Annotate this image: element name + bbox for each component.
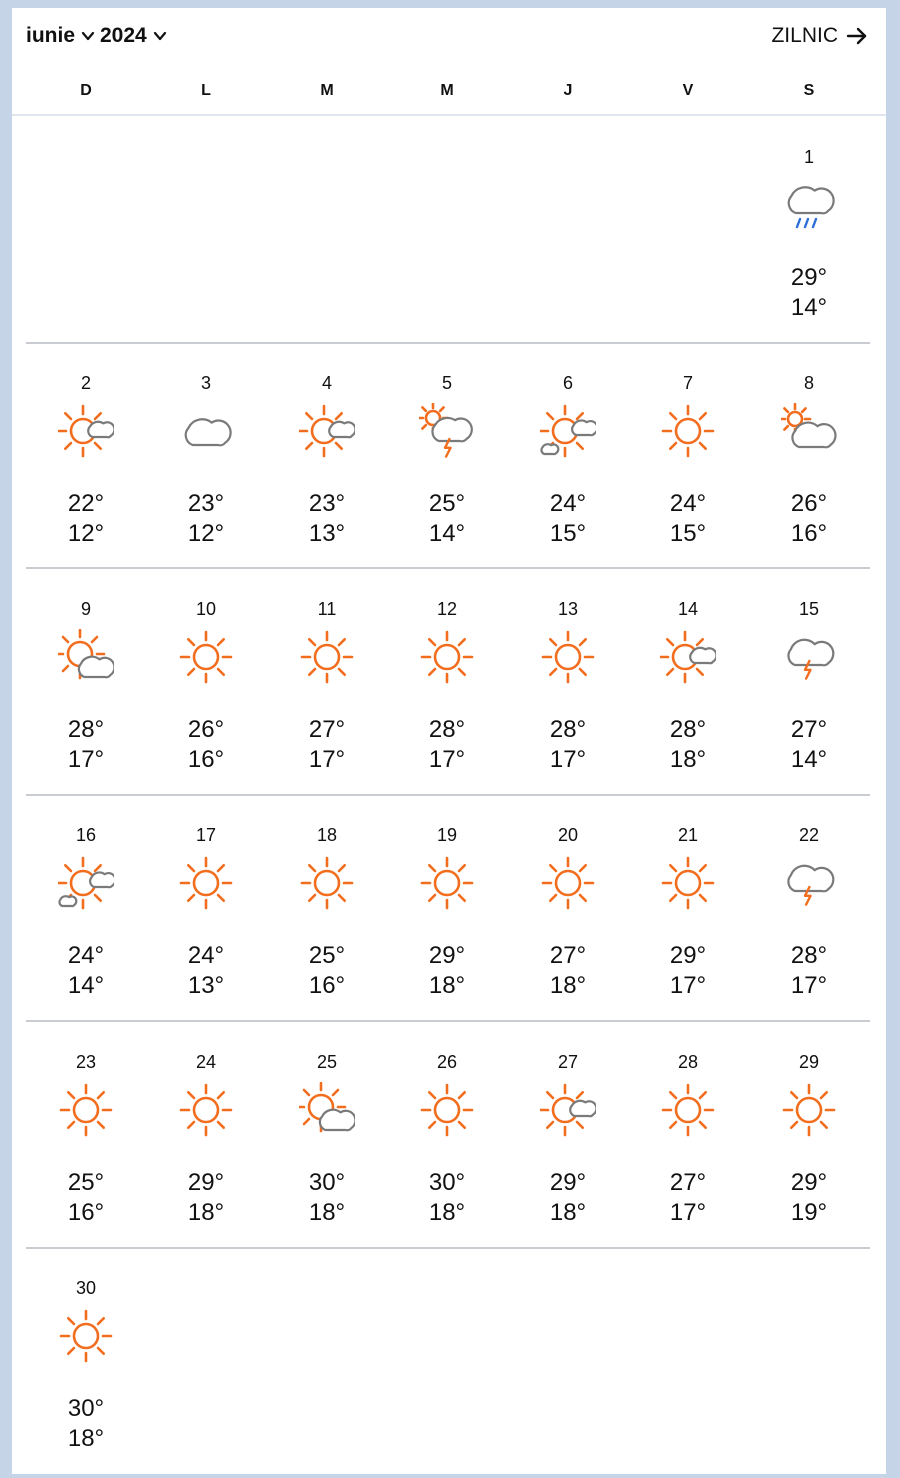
min-temperature: 18° bbox=[549, 972, 587, 999]
day-number: 13 bbox=[557, 599, 579, 619]
year-label: 2024 bbox=[100, 24, 147, 47]
day-number: 18 bbox=[316, 825, 338, 845]
chevron-down-icon bbox=[81, 29, 95, 43]
day-number: 23 bbox=[75, 1052, 97, 1072]
max-temperature: 29° bbox=[187, 1169, 225, 1196]
min-temperature: 16° bbox=[308, 972, 346, 999]
day-cell-24[interactable] bbox=[146, 1052, 266, 1232]
min-temperature: 17° bbox=[549, 746, 587, 773]
max-temperature: 25° bbox=[67, 1169, 105, 1196]
weekday-label: S bbox=[803, 82, 815, 99]
daily-view-button[interactable] bbox=[771, 24, 868, 48]
day-number: 7 bbox=[682, 373, 693, 393]
min-temperature: 17° bbox=[308, 746, 346, 773]
max-temperature: 29° bbox=[790, 1169, 828, 1196]
max-temperature: 24° bbox=[669, 490, 707, 517]
day-cell-28[interactable] bbox=[628, 1052, 748, 1232]
day-cell-21[interactable] bbox=[628, 825, 748, 1005]
day-cell-3[interactable] bbox=[146, 373, 266, 553]
sun-cloud-icon bbox=[540, 1082, 596, 1138]
max-temperature: 28° bbox=[428, 716, 466, 743]
day-number: 5 bbox=[441, 373, 452, 393]
day-number: 15 bbox=[798, 599, 820, 619]
day-number: 2 bbox=[80, 373, 91, 393]
min-temperature: 17° bbox=[428, 746, 466, 773]
sun-icon bbox=[178, 855, 234, 911]
day-cell-18[interactable] bbox=[267, 825, 387, 1005]
max-temperature: 26° bbox=[790, 490, 828, 517]
day-cell-13[interactable] bbox=[508, 599, 628, 779]
week-divider bbox=[26, 1247, 870, 1249]
sun-two-clouds-icon bbox=[540, 403, 596, 459]
day-cell-17[interactable] bbox=[146, 825, 266, 1005]
calendar-card bbox=[12, 8, 886, 1474]
sun-icon bbox=[540, 855, 596, 911]
thunderstorm-icon bbox=[781, 855, 837, 911]
max-temperature: 27° bbox=[308, 716, 346, 743]
day-cell-11[interactable] bbox=[267, 599, 387, 779]
day-cell-15[interactable] bbox=[749, 599, 869, 779]
day-number: 29 bbox=[798, 1052, 820, 1072]
max-temperature: 26° bbox=[187, 716, 225, 743]
day-number: 30 bbox=[75, 1278, 97, 1298]
month-label: iunie bbox=[26, 24, 76, 47]
week-divider bbox=[26, 567, 870, 569]
min-temperature: 15° bbox=[669, 520, 707, 547]
week-divider bbox=[26, 342, 870, 344]
max-temperature: 27° bbox=[669, 1169, 707, 1196]
day-number: 21 bbox=[677, 825, 699, 845]
min-temperature: 18° bbox=[308, 1199, 346, 1226]
day-cell-23[interactable] bbox=[26, 1052, 146, 1232]
cloud-icon bbox=[178, 403, 234, 459]
day-number: 11 bbox=[317, 599, 337, 619]
max-temperature: 28° bbox=[669, 716, 707, 743]
day-number: 8 bbox=[803, 373, 814, 393]
max-temperature: 28° bbox=[790, 942, 828, 969]
sun-icon bbox=[58, 1308, 114, 1364]
day-number: 26 bbox=[436, 1052, 458, 1072]
sun-icon bbox=[781, 1082, 837, 1138]
weekday-label: L bbox=[201, 82, 211, 99]
min-temperature: 12° bbox=[67, 520, 105, 547]
min-temperature: 17° bbox=[67, 746, 105, 773]
day-cell-10[interactable] bbox=[146, 599, 266, 779]
sun-icon bbox=[419, 855, 475, 911]
min-temperature: 16° bbox=[187, 746, 225, 773]
min-temperature: 14° bbox=[790, 294, 828, 321]
max-temperature: 23° bbox=[187, 490, 225, 517]
day-cell-1[interactable] bbox=[749, 147, 869, 327]
min-temperature: 17° bbox=[790, 972, 828, 999]
max-temperature: 23° bbox=[308, 490, 346, 517]
weekday-label: J bbox=[563, 82, 573, 99]
min-temperature: 18° bbox=[187, 1199, 225, 1226]
day-number: 6 bbox=[562, 373, 573, 393]
max-temperature: 25° bbox=[428, 490, 466, 517]
week-divider bbox=[26, 794, 870, 796]
min-temperature: 14° bbox=[790, 746, 828, 773]
day-cell-14[interactable] bbox=[628, 599, 748, 779]
sun-thunderstorm-icon bbox=[419, 403, 475, 459]
max-temperature: 29° bbox=[428, 942, 466, 969]
max-temperature: 24° bbox=[67, 942, 105, 969]
day-cell-12[interactable] bbox=[387, 599, 507, 779]
weekday-label: M bbox=[320, 82, 334, 99]
calendar-header bbox=[12, 8, 886, 68]
day-cell-30[interactable] bbox=[26, 1278, 146, 1458]
weekday-label: V bbox=[682, 82, 694, 99]
day-cell-29[interactable] bbox=[749, 1052, 869, 1232]
sun-icon bbox=[540, 629, 596, 685]
min-temperature: 17° bbox=[669, 1199, 707, 1226]
day-number: 22 bbox=[798, 825, 820, 845]
max-temperature: 29° bbox=[669, 942, 707, 969]
month-selector[interactable] bbox=[26, 24, 95, 48]
day-cell-7[interactable] bbox=[628, 373, 748, 553]
min-temperature: 18° bbox=[669, 746, 707, 773]
day-number: 24 bbox=[195, 1052, 217, 1072]
day-cell-20[interactable] bbox=[508, 825, 628, 1005]
day-number: 10 bbox=[195, 599, 217, 619]
min-temperature: 18° bbox=[428, 1199, 466, 1226]
min-temperature: 14° bbox=[428, 520, 466, 547]
min-temperature: 14° bbox=[67, 972, 105, 999]
daily-view-label: ZILNIC bbox=[771, 24, 838, 47]
min-temperature: 15° bbox=[549, 520, 587, 547]
day-cell-25[interactable] bbox=[267, 1052, 387, 1232]
day-number: 28 bbox=[677, 1052, 699, 1072]
day-number: 17 bbox=[195, 825, 217, 845]
day-number: 9 bbox=[80, 599, 91, 619]
day-number: 20 bbox=[557, 825, 579, 845]
day-number: 25 bbox=[316, 1052, 338, 1072]
sun-icon bbox=[660, 403, 716, 459]
sun-icon bbox=[299, 629, 355, 685]
year-selector[interactable] bbox=[100, 24, 167, 48]
max-temperature: 28° bbox=[549, 716, 587, 743]
sun-icon bbox=[299, 855, 355, 911]
weekday-header-row bbox=[12, 70, 886, 116]
day-cell-2[interactable] bbox=[26, 373, 146, 553]
day-number: 1 bbox=[803, 147, 814, 167]
day-number: 12 bbox=[436, 599, 458, 619]
day-cell-16[interactable] bbox=[26, 825, 146, 1005]
max-temperature: 24° bbox=[549, 490, 587, 517]
max-temperature: 30° bbox=[67, 1395, 105, 1422]
max-temperature: 29° bbox=[790, 264, 828, 291]
day-cell-26[interactable] bbox=[387, 1052, 507, 1232]
max-temperature: 24° bbox=[187, 942, 225, 969]
sun-icon bbox=[660, 855, 716, 911]
min-temperature: 18° bbox=[549, 1199, 587, 1226]
day-cell-19[interactable] bbox=[387, 825, 507, 1005]
sun-big-cloud-icon bbox=[299, 1082, 355, 1138]
day-number: 4 bbox=[321, 373, 332, 393]
sun-cloud-icon bbox=[660, 629, 716, 685]
max-temperature: 29° bbox=[549, 1169, 587, 1196]
week-divider bbox=[26, 1020, 870, 1022]
sun-icon bbox=[419, 1082, 475, 1138]
small-sun-cloud-icon bbox=[781, 403, 837, 459]
max-temperature: 28° bbox=[67, 716, 105, 743]
max-temperature: 27° bbox=[790, 716, 828, 743]
sun-icon bbox=[178, 629, 234, 685]
weekday-label: M bbox=[440, 82, 454, 99]
min-temperature: 19° bbox=[790, 1199, 828, 1226]
min-temperature: 16° bbox=[67, 1199, 105, 1226]
max-temperature: 22° bbox=[67, 490, 105, 517]
sun-cloud-icon bbox=[58, 403, 114, 459]
sun-two-clouds-icon bbox=[58, 855, 114, 911]
sun-icon bbox=[660, 1082, 716, 1138]
min-temperature: 12° bbox=[187, 520, 225, 547]
day-cell-9[interactable] bbox=[26, 599, 146, 779]
min-temperature: 16° bbox=[790, 520, 828, 547]
day-number: 19 bbox=[436, 825, 458, 845]
thunderstorm-icon bbox=[781, 629, 837, 685]
day-cell-5[interactable] bbox=[387, 373, 507, 553]
max-temperature: 30° bbox=[308, 1169, 346, 1196]
min-temperature: 13° bbox=[187, 972, 225, 999]
sun-cloud-icon bbox=[299, 403, 355, 459]
day-cell-6[interactable] bbox=[508, 373, 628, 553]
day-number: 27 bbox=[557, 1052, 579, 1072]
min-temperature: 17° bbox=[669, 972, 707, 999]
max-temperature: 30° bbox=[428, 1169, 466, 1196]
sun-icon bbox=[178, 1082, 234, 1138]
day-cell-27[interactable] bbox=[508, 1052, 628, 1232]
day-number: 14 bbox=[677, 599, 699, 619]
sun-big-cloud-icon bbox=[58, 629, 114, 685]
day-cell-4[interactable] bbox=[267, 373, 387, 553]
day-cell-8[interactable] bbox=[749, 373, 869, 553]
weekday-label: D bbox=[80, 82, 92, 99]
sun-icon bbox=[419, 629, 475, 685]
arrow-right-icon bbox=[846, 27, 868, 45]
max-temperature: 27° bbox=[549, 942, 587, 969]
chevron-down-icon bbox=[153, 29, 167, 43]
min-temperature: 18° bbox=[428, 972, 466, 999]
sun-icon bbox=[58, 1082, 114, 1138]
max-temperature: 25° bbox=[308, 942, 346, 969]
day-number: 3 bbox=[200, 373, 211, 393]
min-temperature: 13° bbox=[308, 520, 346, 547]
day-number: 16 bbox=[75, 825, 97, 845]
rain-cloud-icon bbox=[781, 177, 837, 233]
min-temperature: 18° bbox=[67, 1425, 105, 1452]
day-cell-22[interactable] bbox=[749, 825, 869, 1005]
